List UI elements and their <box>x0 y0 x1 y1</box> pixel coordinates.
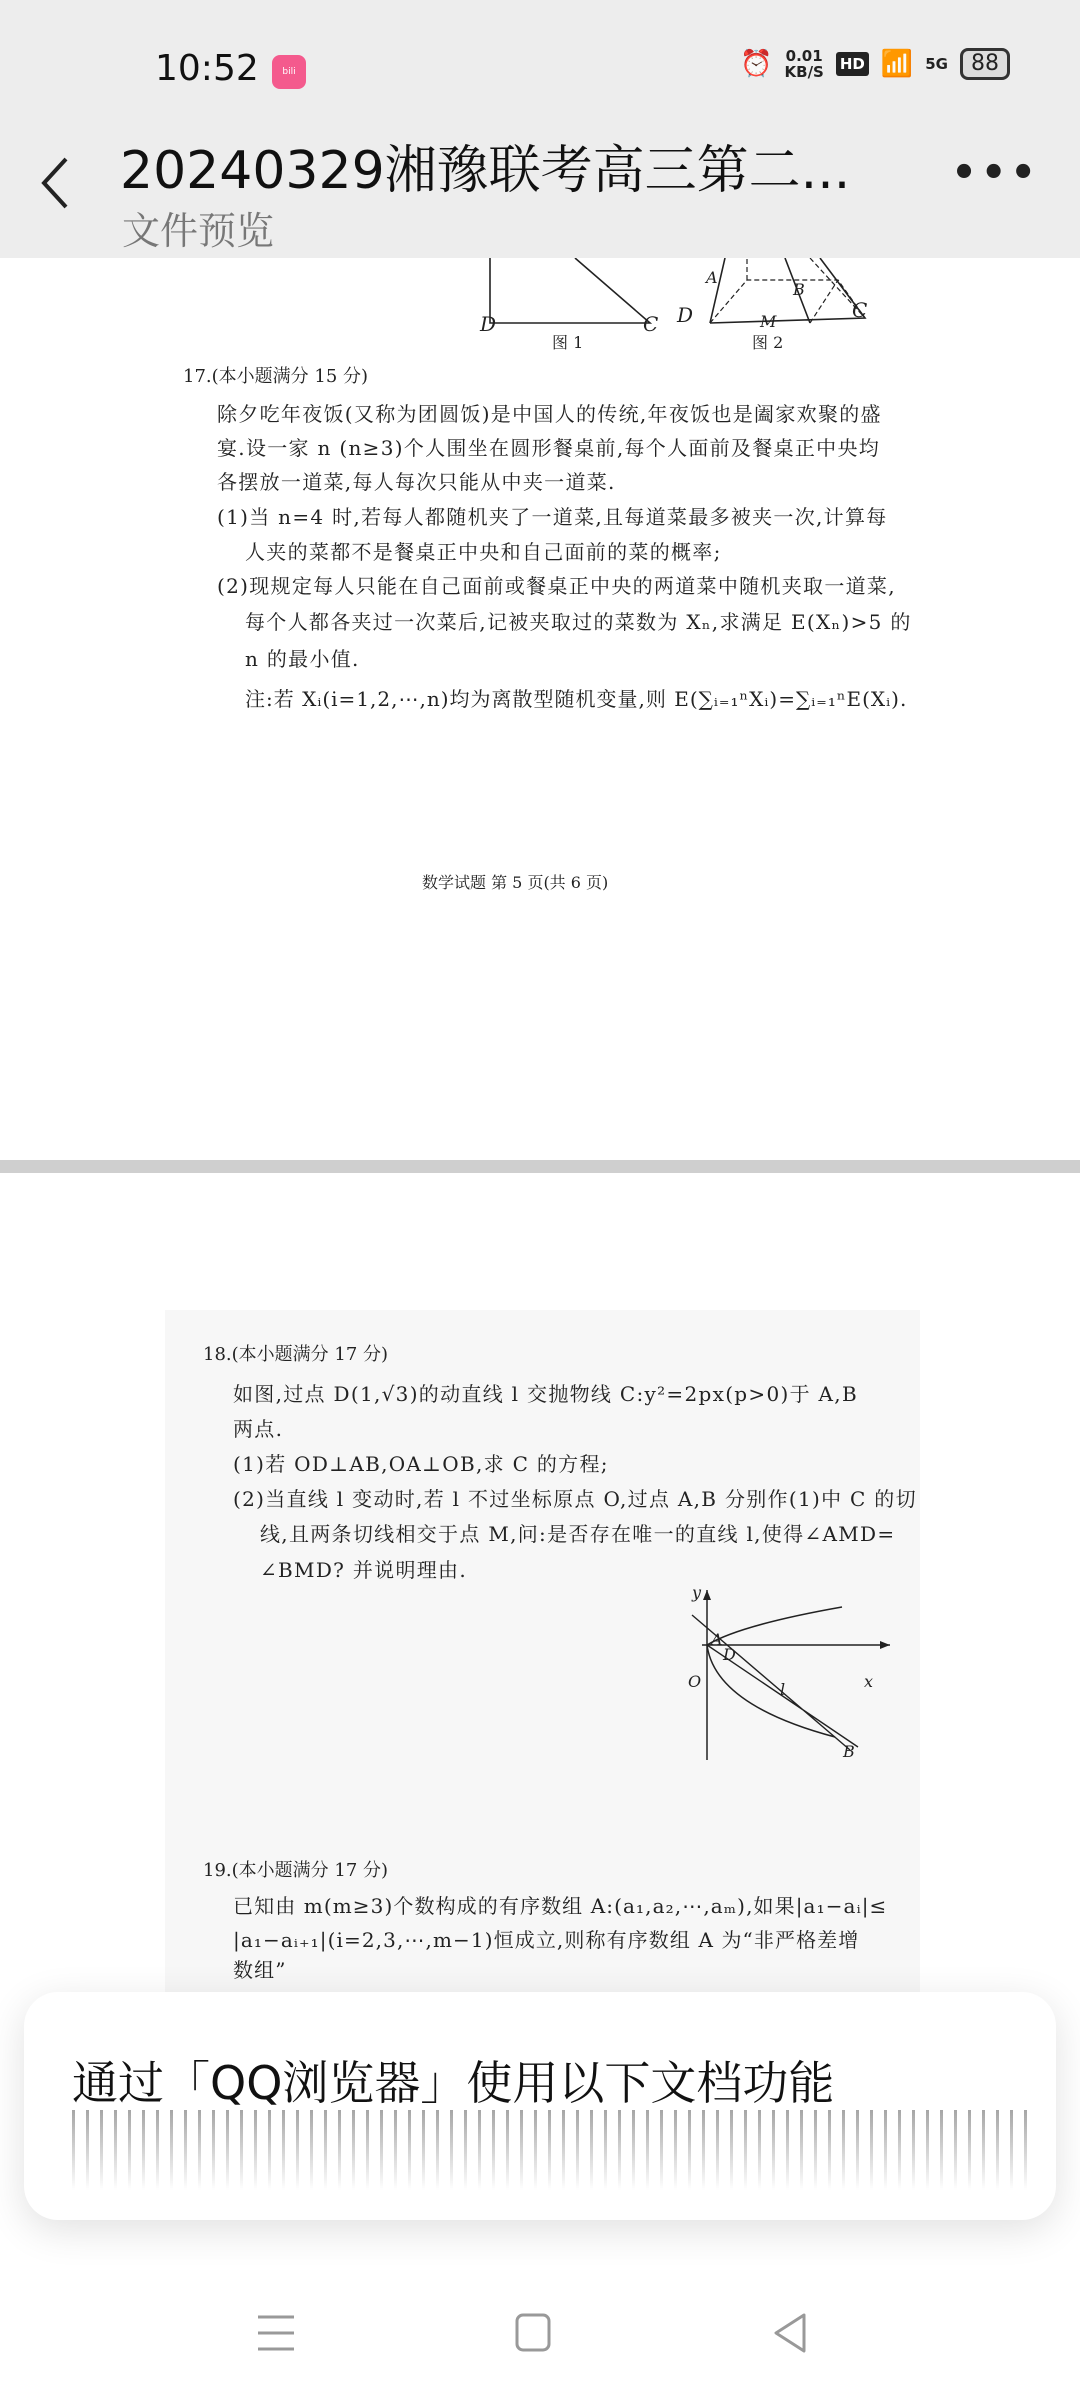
page-footer: 数学试题 第 5 页(共 6 页) <box>422 873 609 892</box>
open-in-browser-sheet[interactable] <box>24 1992 1056 2220</box>
q18-line: ∠BMD? 并说明理由. <box>260 1558 468 1582</box>
q17-line: 各摆放一道菜,每人每次只能从中夹一道菜. <box>217 470 616 494</box>
parabola-graph <box>680 1585 890 1765</box>
status-icons <box>740 48 1010 80</box>
q17-line: 人夹的菜都不是餐桌正中央和自己面前的菜的概率; <box>245 540 722 564</box>
q19-heading: 19.(本小题满分 17 分) <box>203 1860 389 1881</box>
q17-line: 每个人都各夹过一次菜后,记被夹取过的菜数为 Xₙ,求满足 E(Xₙ)>5 的 <box>245 610 912 634</box>
fig2-label-a: A <box>706 268 718 287</box>
q19-line: |a₁−aᵢ₊₁|(i=2,3,⋯,m−1)恒成立,则称有序数组 A 为“非严格差增 <box>233 1928 860 1952</box>
q19-line: 数组” <box>233 1958 287 1982</box>
navigation-bar <box>0 2265 1080 2400</box>
clock: 10:52 <box>155 48 259 89</box>
graph-label-a: A <box>711 1630 723 1649</box>
battery-icon: 88 <box>960 48 1010 80</box>
more-button[interactable]: ••• <box>951 150 1040 196</box>
q17-line: 宴.设一家 n (n≥3)个人围坐在圆形餐桌前,每个人面前及餐桌正中央均 <box>217 436 881 460</box>
q17-line: 除夕吃年夜饭(又称为团圆饭)是中国人的传统,年夜饭也是阖家欢聚的盛 <box>217 402 882 426</box>
loading-placeholder <box>72 2110 1032 2190</box>
fig2-caption: 图 2 <box>752 333 784 352</box>
graph-label-o: O <box>688 1672 702 1691</box>
graph-label-x: x <box>864 1672 874 1691</box>
bilibili-icon: bili <box>272 55 306 89</box>
q17-line: n 的最小值. <box>245 647 360 671</box>
q17-line: (1)当 n=4 时,若每人都随机夹了一道菜,且每道菜最多被夹一次,计算每 <box>217 505 888 529</box>
sheet-title: 通过「QQ浏览器」使用以下文档功能 <box>72 2056 835 2110</box>
q19-line: 已知由 m(m≥3)个数构成的有序数组 A:(a₁,a₂,⋯,aₘ),如果|a₁−aᵢ|≤ <box>233 1894 888 1918</box>
q18-line: (2)当直线 l 变动时,若 l 不过坐标原点 O,过点 A,B 分别作(1)中 C 的切 <box>233 1487 917 1511</box>
menu-icon[interactable] <box>256 2313 296 2353</box>
net-speed-value: 0.01 <box>785 47 823 65</box>
graph-label-b: B <box>843 1742 855 1761</box>
fig2-label-c: C <box>852 298 868 322</box>
home-icon[interactable] <box>515 2313 553 2353</box>
chevron-left-icon <box>40 155 70 211</box>
signal-label: 5G <box>925 55 948 73</box>
fig2-label-b: B <box>793 280 805 299</box>
page-separator <box>0 1160 1080 1173</box>
graph-label-l: l <box>780 1680 786 1699</box>
q18-line: 两点. <box>233 1417 284 1441</box>
document-title: 20240329湘豫联考高三第二... <box>120 141 851 201</box>
page-subtitle: 文件预览 <box>122 209 275 253</box>
net-speed <box>785 48 824 80</box>
fig2-label-m: M <box>760 312 777 331</box>
fig1-label-d: D <box>480 312 497 336</box>
q17-note: 注:若 Xᵢ(i=1,2,⋯,n)均为离散型随机变量,则 E(∑ᵢ₌₁ⁿXᵢ)=∑ᵢ₌₁ⁿE(Xᵢ). <box>245 687 908 711</box>
q18-line: (1)若 OD⊥AB,OA⊥OB,求 C 的方程; <box>233 1452 609 1476</box>
q17-heading: 17.(本小题满分 15 分) <box>183 366 369 387</box>
fig2-label-d: D <box>677 303 694 327</box>
wifi-icon: 📶 <box>880 49 914 79</box>
alarm-icon: ⏰ <box>740 49 773 79</box>
back-button[interactable] <box>40 155 70 221</box>
graph-label-y: y <box>692 1583 702 1602</box>
q18-line: 线,且两条切线相交于点 M,问:是否存在唯一的直线 l,使得∠AMD= <box>260 1522 896 1546</box>
q18-line: 如图,过点 D(1,√3)的动直线 l 交抛物线 C:y²=2px(p>0)于 A,B <box>233 1382 858 1406</box>
graph-label-d: D <box>723 1645 736 1664</box>
net-speed-unit: KB/S <box>784 63 824 81</box>
back-icon[interactable] <box>772 2313 810 2353</box>
q18-heading: 18.(本小题满分 17 分) <box>203 1344 389 1365</box>
q17-line: (2)现规定每人只能在自己面前或餐桌正中央的两道菜中随机夹取一道菜, <box>217 574 896 598</box>
top-bar <box>0 0 1080 258</box>
fig1-label-c: C <box>643 312 659 336</box>
hd-icon: HD <box>836 52 869 76</box>
fig1-caption: 图 1 <box>552 333 584 352</box>
